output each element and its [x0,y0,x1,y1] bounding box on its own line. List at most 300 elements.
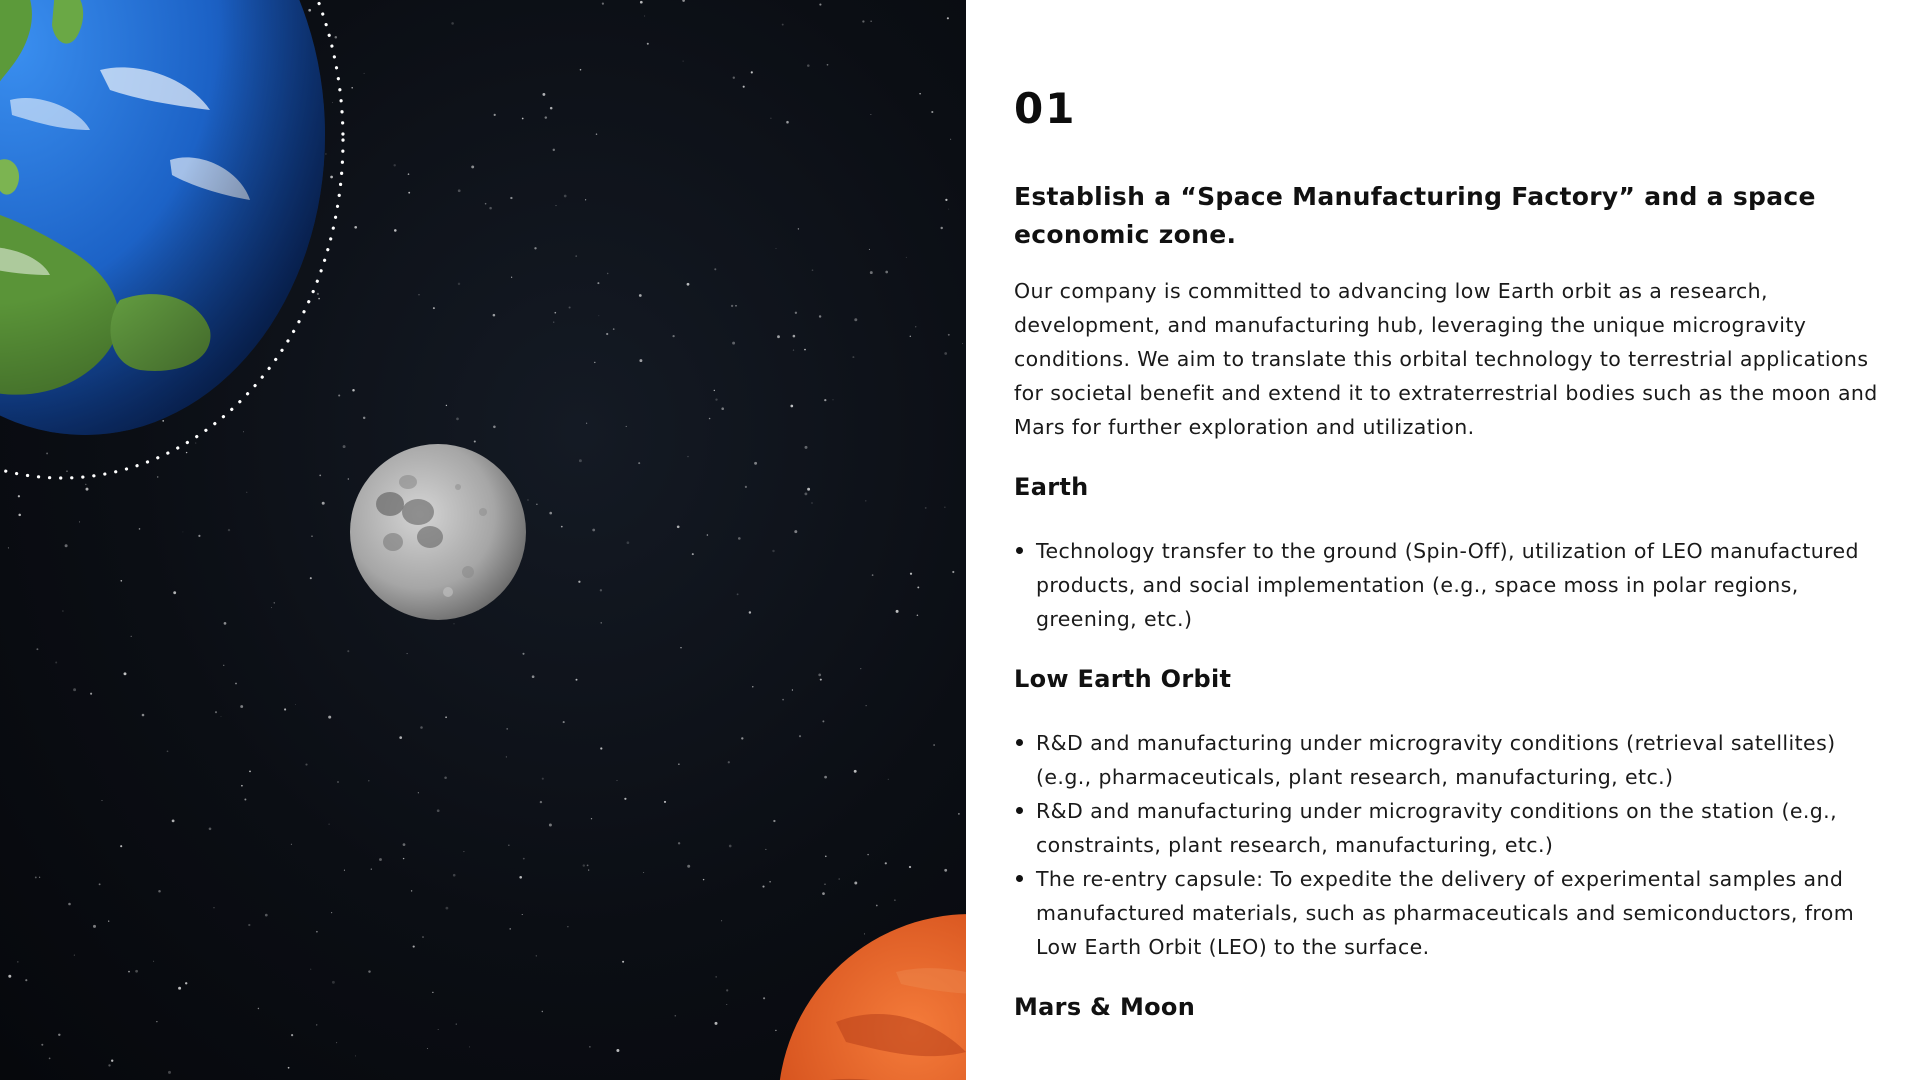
star [131,636,132,637]
star [627,541,630,544]
star [178,987,181,990]
star [824,884,825,885]
star [120,845,122,847]
star [588,870,589,871]
star [854,770,857,773]
star [601,622,602,623]
star [124,672,127,675]
star [291,844,292,845]
star [411,890,412,891]
star [598,315,599,316]
star [945,199,947,201]
star [807,488,810,491]
star [316,1024,317,1025]
star [583,864,585,866]
star [506,728,508,730]
star [352,389,355,392]
headline: Establish a “Space Manufacturing Factory” and a space economic zone. [1014,182,1816,249]
star [917,615,919,617]
star [35,876,37,878]
star [687,456,688,457]
star [639,294,642,297]
star [74,955,75,956]
star [869,249,870,250]
content-panel [966,0,1920,1080]
star [368,970,370,972]
star [607,273,608,274]
star [677,525,680,528]
star [73,688,76,691]
bullet-dot-icon [1016,807,1023,814]
star [128,971,130,973]
star [569,306,571,308]
star [805,446,808,449]
star [707,534,709,536]
star [885,271,888,274]
star [489,207,492,210]
star [493,314,496,317]
star [832,399,833,400]
star [248,924,250,926]
star [453,874,456,877]
earth-list [1014,534,1884,636]
star [824,399,826,401]
star [168,1071,171,1074]
star [819,4,821,6]
star [446,907,449,910]
star [731,305,733,307]
star [58,1034,60,1036]
star [351,87,353,89]
star [640,1,643,4]
star [714,390,715,391]
star [536,955,537,956]
star [379,858,382,861]
star [838,878,840,880]
star [578,581,580,583]
star [456,1024,457,1025]
star [585,199,586,200]
star [772,550,774,552]
star [17,961,18,962]
star [726,1004,727,1005]
star [554,312,556,314]
star [575,255,577,257]
star [933,744,935,746]
star [703,879,704,880]
star [344,870,345,871]
star [735,305,737,307]
star [284,708,286,710]
star [587,865,589,867]
star [532,675,535,678]
star [962,343,963,344]
star [692,553,694,555]
star [62,610,64,612]
star [947,17,949,19]
star [799,735,801,737]
star [223,665,224,666]
star [867,854,868,855]
star [617,780,618,781]
list-item [1036,794,1884,862]
star [770,118,771,119]
star [643,872,644,873]
list-item-text: R&D and manufacturing under microgravity conditions (retrieval satellites) (e.g., pharmaceuticals, plant research, manufacturing, etc.) [1036,731,1836,789]
star [158,890,161,893]
star [316,931,318,933]
star [804,349,806,351]
list-item-text: R&D and manufacturing under microgravity conditions on the station (e.g., constraints, plant research, manufacturing, etc.) [1036,799,1838,857]
star [120,580,122,582]
star [561,526,563,528]
star [606,333,608,335]
star [885,862,887,864]
star [687,283,690,286]
star [871,21,872,22]
star [451,22,454,25]
star [580,69,582,71]
star [597,282,599,284]
star [594,362,595,363]
star [683,61,684,62]
star [854,882,857,885]
star [79,521,80,522]
star [244,799,246,801]
star [944,352,947,355]
star [221,716,222,717]
list-item [1036,534,1884,636]
star [737,593,739,595]
star [931,111,933,113]
star [555,205,556,206]
star [90,693,92,695]
star [445,716,447,718]
star [782,24,784,26]
star [762,886,764,888]
star [224,622,227,625]
star [536,504,537,505]
star [474,440,476,442]
star [728,761,730,763]
star [25,979,27,981]
star [944,869,947,872]
star [310,577,312,579]
bullet-dot-icon [1016,739,1023,746]
section-title-low-earth-orbit: Low Earth Orbit [1014,665,1232,693]
star [337,781,339,783]
star [812,269,814,271]
star [749,611,751,613]
star [235,683,237,685]
star [446,405,447,406]
star [824,776,827,779]
star [99,883,101,885]
list-item-text: The re-entry capsule: To expedite the delivery of experimental samples and manufactured materials, such as pharmaceuticals and semiconductors, from Low Earth Orbit (LEO) to the surface. [1036,867,1855,959]
star [198,535,200,537]
star [682,0,685,2]
star [471,165,474,168]
star [506,756,507,757]
star [209,827,212,830]
star [418,792,419,793]
star [241,785,243,787]
star [291,1034,293,1036]
star [456,418,459,421]
star [794,530,797,533]
star [173,591,176,594]
star [418,294,419,295]
star [716,976,717,977]
star [738,537,741,540]
star [328,716,331,719]
star [265,914,268,917]
star [408,192,410,194]
star [793,349,794,350]
star [86,488,89,491]
star [510,197,512,199]
star [765,849,766,850]
star [763,997,765,999]
star [142,714,145,717]
star [542,93,545,96]
star [363,417,365,419]
star [589,1046,590,1047]
star [822,720,824,722]
star [508,845,509,846]
star [732,342,735,345]
section-title-mars-moon: Mars & Moon [1014,993,1196,1021]
star [135,970,138,973]
star [567,926,568,927]
star [36,648,38,650]
star [952,571,954,573]
star [364,73,365,74]
star [795,312,797,314]
low-earth-orbit-list [1014,726,1884,964]
star [139,528,141,530]
star [522,118,524,120]
star [444,777,447,780]
star [672,335,674,337]
star [108,921,109,922]
star [18,514,21,517]
star [888,779,889,780]
star [494,114,496,116]
star [542,778,544,780]
star [733,77,735,79]
star [553,149,555,151]
star [420,726,423,729]
star [153,961,154,962]
star [664,801,666,803]
star [852,356,854,358]
star [751,71,753,73]
star [563,721,565,723]
star [246,492,247,493]
star [182,531,183,532]
star [271,607,272,608]
star [715,1022,718,1025]
star [591,818,592,819]
star [876,905,878,907]
star [872,574,874,576]
star [407,653,408,654]
star [616,1049,619,1052]
star [576,679,578,681]
star [240,705,243,708]
star [680,647,681,648]
star [726,989,728,991]
star [65,544,68,547]
intro-paragraph: Our company is committed to advancing low Earth orbit as a research, development, and manufacturing hub, leveraging the unique microgravity conditions. We aim to translate this orbital technology to terrestrial applications for societal benefit and extend it to extraterrestrial bodies such as the moon and Mars for further exploration and utilization. [1014,279,1878,439]
star [944,507,945,508]
star [896,610,899,613]
star [394,229,397,232]
star [854,318,857,321]
star [773,820,775,822]
star [102,800,103,801]
star [49,1058,51,1060]
star [8,547,9,548]
star [894,899,896,901]
star [864,933,865,934]
star [909,866,911,868]
star [553,322,554,323]
star [463,851,464,852]
star [522,914,523,915]
star [644,16,645,17]
star [948,334,950,336]
star [511,277,512,278]
star [564,195,567,198]
star [600,747,602,749]
star [626,426,627,427]
star [258,1008,259,1009]
star [714,268,716,270]
star [328,823,329,824]
star [777,335,780,338]
star [432,992,433,993]
star [958,813,960,815]
star [438,1029,439,1030]
star [509,928,511,930]
star [769,881,771,883]
star [336,1042,337,1043]
star [721,407,724,410]
star [919,93,920,94]
star [215,711,217,713]
star [613,328,615,330]
star [678,764,679,765]
star [8,975,11,978]
star [870,271,873,274]
star [295,704,296,705]
star [812,503,813,504]
star [807,64,810,67]
star [940,227,942,229]
star [915,326,916,327]
star [586,423,587,424]
star [687,865,690,868]
list-item [1036,726,1884,794]
list-item-text: Technology transfer to the ground (Spin-Off), utilization of LEO manufactured products, and social implementation (e.g., space moss in polar regions, greening, etc.) [1036,539,1859,631]
star [752,686,753,687]
star [870,114,871,115]
star [948,209,949,210]
star [41,1044,43,1046]
star [925,507,927,509]
star [776,248,777,249]
star [709,418,711,420]
star [743,86,745,88]
star [862,20,864,22]
star [950,139,951,140]
star [519,876,522,879]
step-number: 01 [1014,84,1077,133]
star [786,121,789,124]
star [523,858,525,860]
star [355,1055,356,1056]
star [819,315,821,317]
star [454,623,455,624]
star [493,426,496,429]
star [108,1064,110,1066]
star [825,856,827,858]
star [393,164,395,166]
star [579,459,582,462]
star [550,107,553,110]
star [18,495,20,497]
star [39,877,40,878]
star [288,1067,290,1069]
star [639,359,642,362]
star [678,842,680,844]
star [534,247,536,249]
star [638,462,640,464]
star [427,1048,428,1049]
star [311,535,313,537]
star [540,801,542,803]
star [111,1060,113,1062]
star [485,203,487,205]
star [403,843,406,846]
star [827,64,829,66]
star [542,1011,543,1012]
star [214,907,215,908]
star [715,398,717,400]
star [545,116,547,118]
star [347,650,349,652]
star [368,780,369,781]
star [622,961,624,963]
star [305,764,307,766]
star [403,858,404,859]
star [310,969,311,970]
star [458,283,460,285]
star [156,1021,157,1022]
list-item [1036,862,1884,964]
star [522,653,524,655]
bullet-dot-icon [1016,547,1023,554]
star [228,529,230,531]
star [675,1015,677,1017]
star [865,500,866,501]
star [249,771,251,773]
star [804,492,807,495]
star [172,820,175,823]
star [793,335,796,338]
